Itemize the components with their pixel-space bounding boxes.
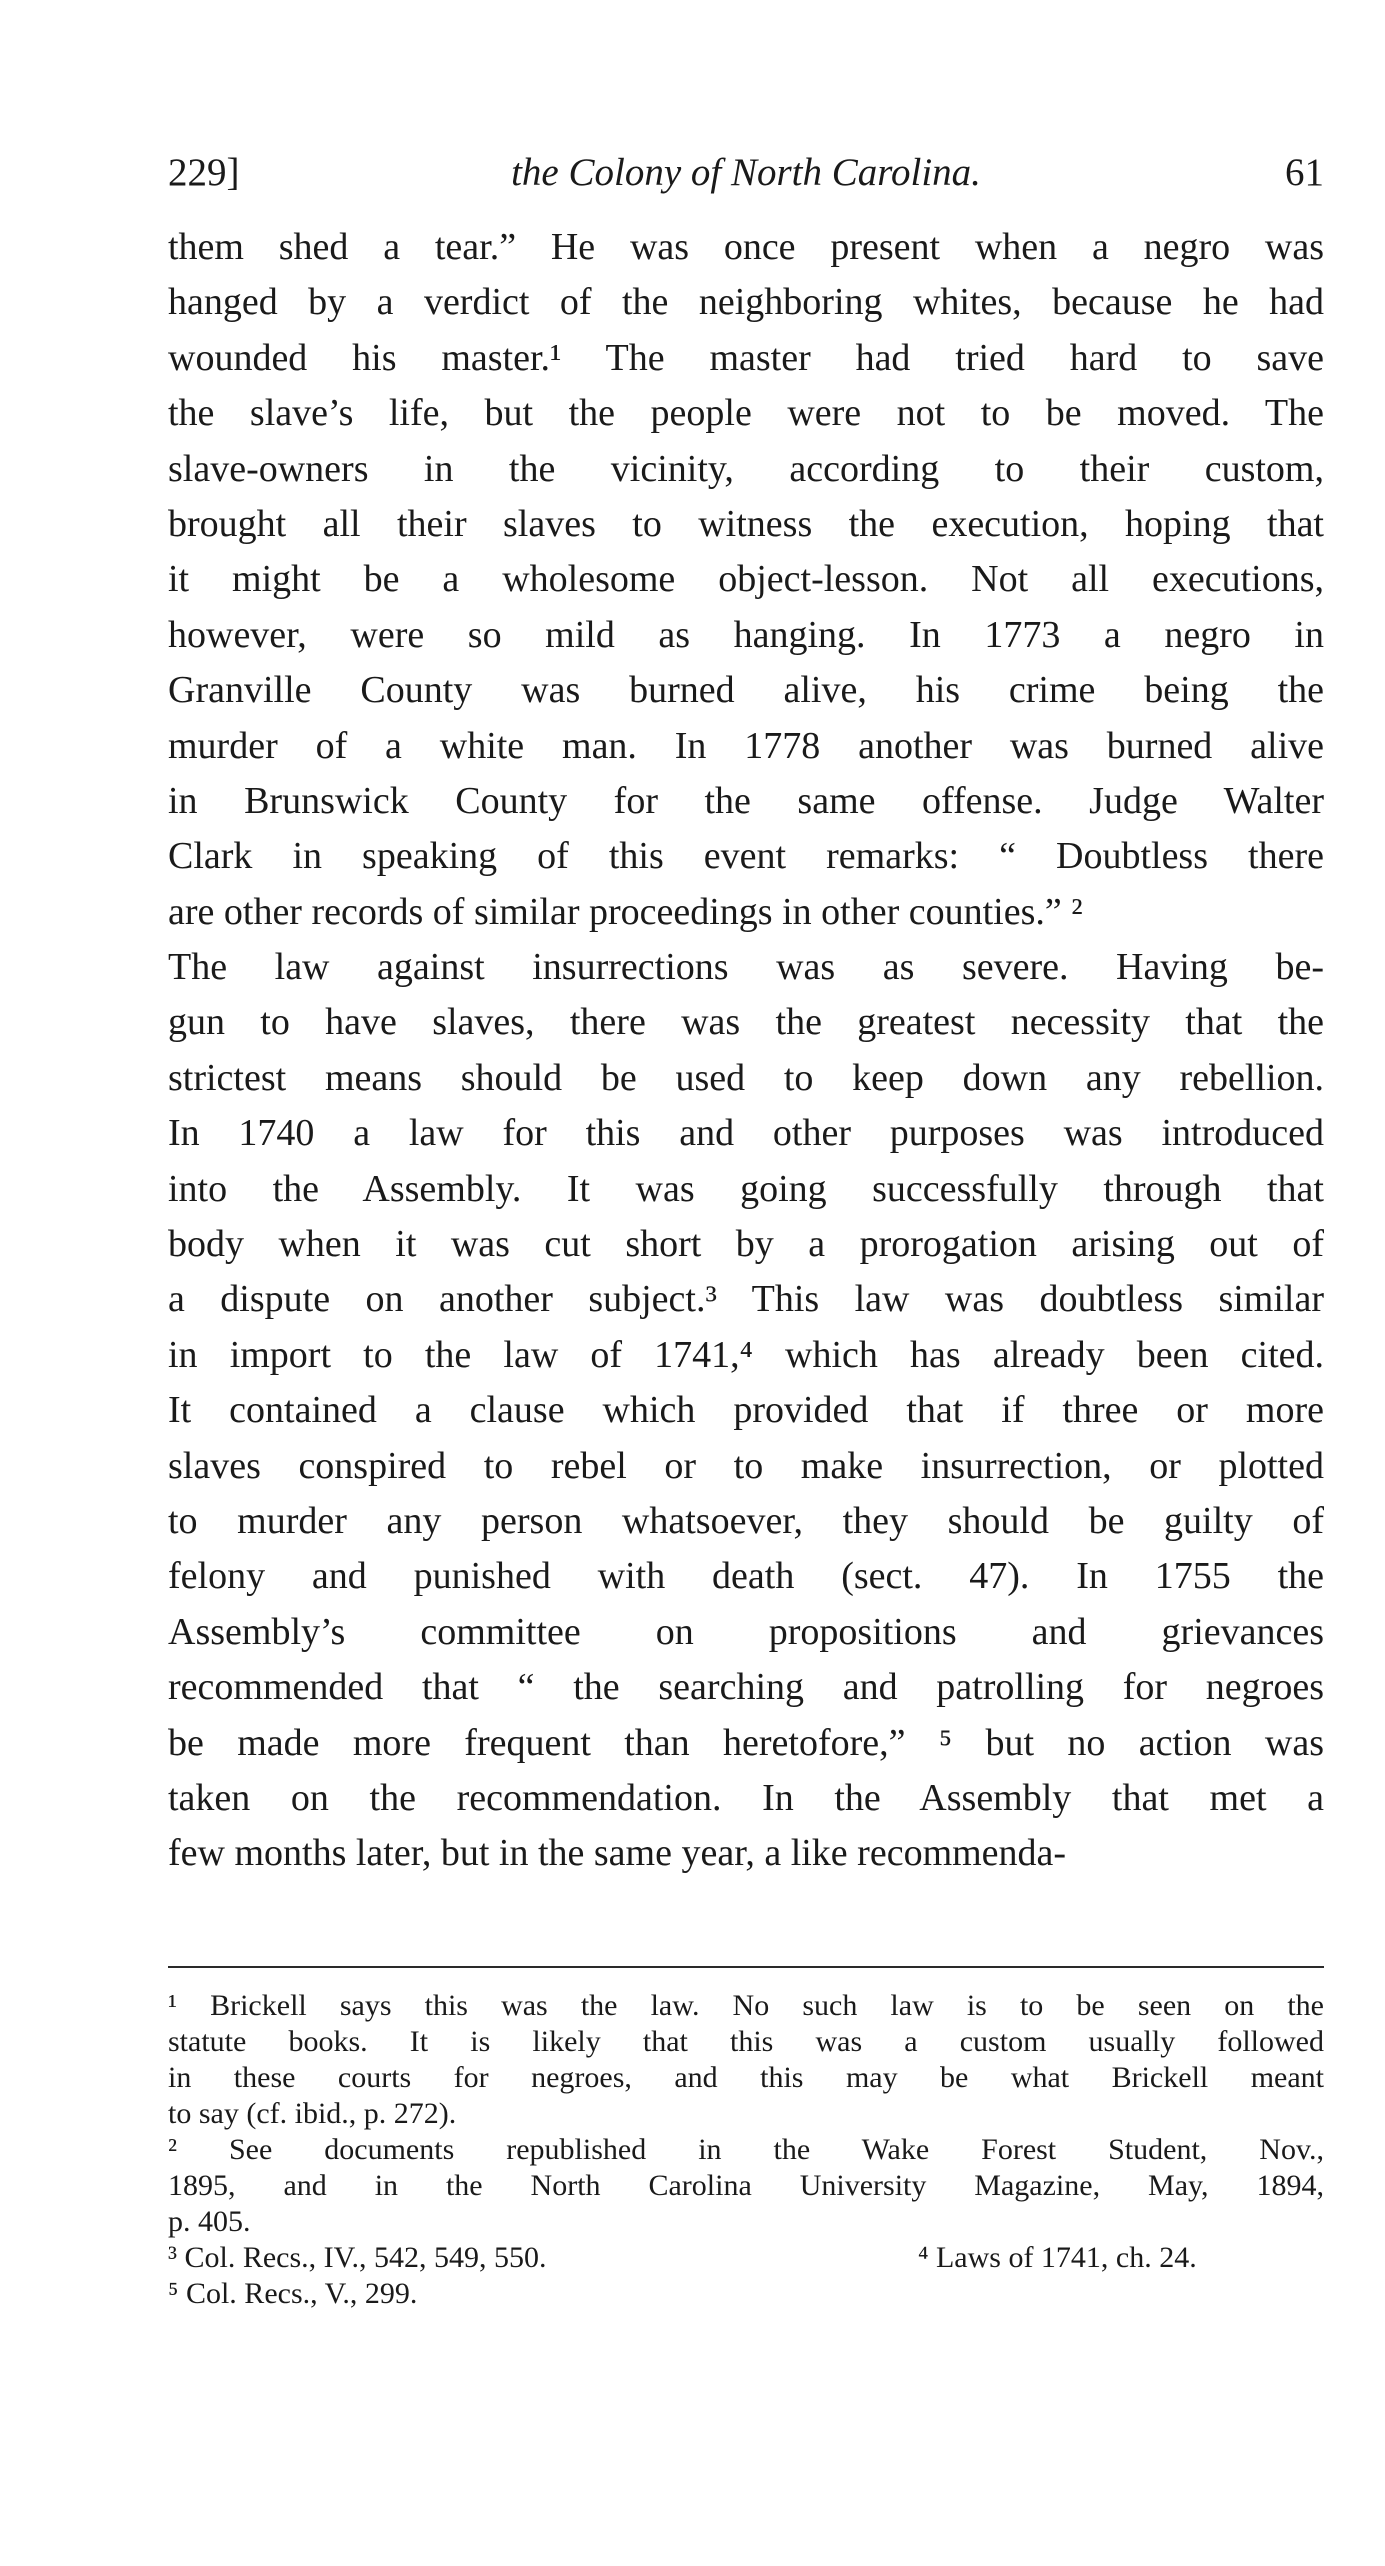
- text-line: Granville County was burned alive, his crime being the: [168, 669, 1324, 712]
- text-line: be made more frequent than heretofore,” ⁵ but no action was: [168, 1721, 1324, 1764]
- text-line: gun to have slaves, there was the greatest necessity that the: [168, 1001, 1324, 1044]
- text-line: Assembly’s committee on propositions and grievances: [168, 1610, 1324, 1653]
- text-line: brought all their slaves to witness the execution, hoping that: [168, 502, 1324, 545]
- footnote-line: p. 405.: [168, 2205, 251, 2238]
- text-line: The law against insurrections was as severe. Having be-: [168, 946, 1324, 989]
- text-line: taken on the recommendation. In the Assembly that met a: [168, 1776, 1324, 1819]
- text-line: It contained a clause which provided that if three or more: [168, 1389, 1324, 1432]
- body-text: [168, 220, 1324, 1882]
- footnotes: [168, 1988, 1324, 2312]
- text-line: few months later, but in the same year, a like recommenda-: [168, 1832, 1067, 1875]
- text-line: Clark in speaking of this event remarks: “ Doubtless there: [168, 835, 1324, 878]
- text-line: them shed a tear.” He was once present when a negro was: [168, 226, 1324, 268]
- running-head: [168, 148, 1324, 198]
- footnote-line: in these courts for negroes, and this may be what Brickell meant: [168, 2061, 1324, 2094]
- page-number: 61: [1285, 151, 1324, 194]
- text-line: in Brunswick County for the same offense. Judge Walter: [168, 779, 1324, 822]
- text-line: a dispute on another subject.³ This law was doubtless similar: [168, 1278, 1324, 1321]
- text-line: wounded his master.¹ The master had tried hard to save: [168, 336, 1324, 379]
- footnote-line: 1895, and in the North Carolina University Magazine, May, 1894,: [168, 2169, 1324, 2202]
- footnote-line: ¹ Brickell says this was the law. No such law is to be seen on the: [168, 1989, 1324, 2022]
- text-line: body when it was cut short by a prorogation arising out of: [168, 1223, 1324, 1266]
- footnote-line: [168, 2240, 1324, 2276]
- running-title: the Colony of North Carolina.: [511, 151, 981, 194]
- text-line: felony and punished with death (sect. 47). In 1755 the: [168, 1555, 1324, 1598]
- text-line: into the Assembly. It was going successfully through that: [168, 1167, 1324, 1210]
- text-line: recommended that “ the searching and patrolling for negroes: [168, 1666, 1324, 1709]
- text-line: slaves conspired to rebel or to make insurrection, or plotted: [168, 1444, 1324, 1487]
- text-line: to murder any person whatsoever, they should be guilty of: [168, 1499, 1324, 1542]
- text-line: in import to the law of 1741,⁴ which has already been cited.: [168, 1333, 1324, 1376]
- text-line: however, were so mild as hanging. In 1773 a negro in: [168, 613, 1324, 656]
- text-line: it might be a wholesome object-lesson. Not all executions,: [168, 558, 1324, 601]
- text-line: hanged by a verdict of the neighboring whites, because he had: [168, 281, 1324, 324]
- page-reference: 229]: [168, 151, 240, 194]
- footnote-line: statute books. It is likely that this was a custom usually followed: [168, 2025, 1324, 2058]
- footnote-line: ² See documents republished in the Wake Forest Student, Nov.,: [168, 2133, 1324, 2166]
- footnote-line: to say (cf. ibid., p. 272).: [168, 2097, 457, 2130]
- text-line: the slave’s life, but the people were not to be moved. The: [168, 392, 1324, 435]
- text-line: In 1740 a law for this and other purposes was introduced: [168, 1112, 1324, 1155]
- footnote-3: ³ Col. Recs., IV., 542, 549, 550.: [168, 2241, 547, 2274]
- text-line: slave-owners in the vicinity, according to their custom,: [168, 447, 1324, 490]
- footnote-rule: [168, 1966, 1324, 1968]
- text-line: strictest means should be used to keep down any rebellion.: [168, 1056, 1324, 1099]
- footnote-5: ⁵ Col. Recs., V., 299.: [168, 2277, 418, 2310]
- text-line: murder of a white man. In 1778 another was burned alive: [168, 724, 1324, 767]
- text-line: are other records of similar proceedings in other counties.” ²: [168, 890, 1083, 933]
- footnote-4: ⁴ Laws of 1741, ch. 24.: [918, 2241, 1197, 2274]
